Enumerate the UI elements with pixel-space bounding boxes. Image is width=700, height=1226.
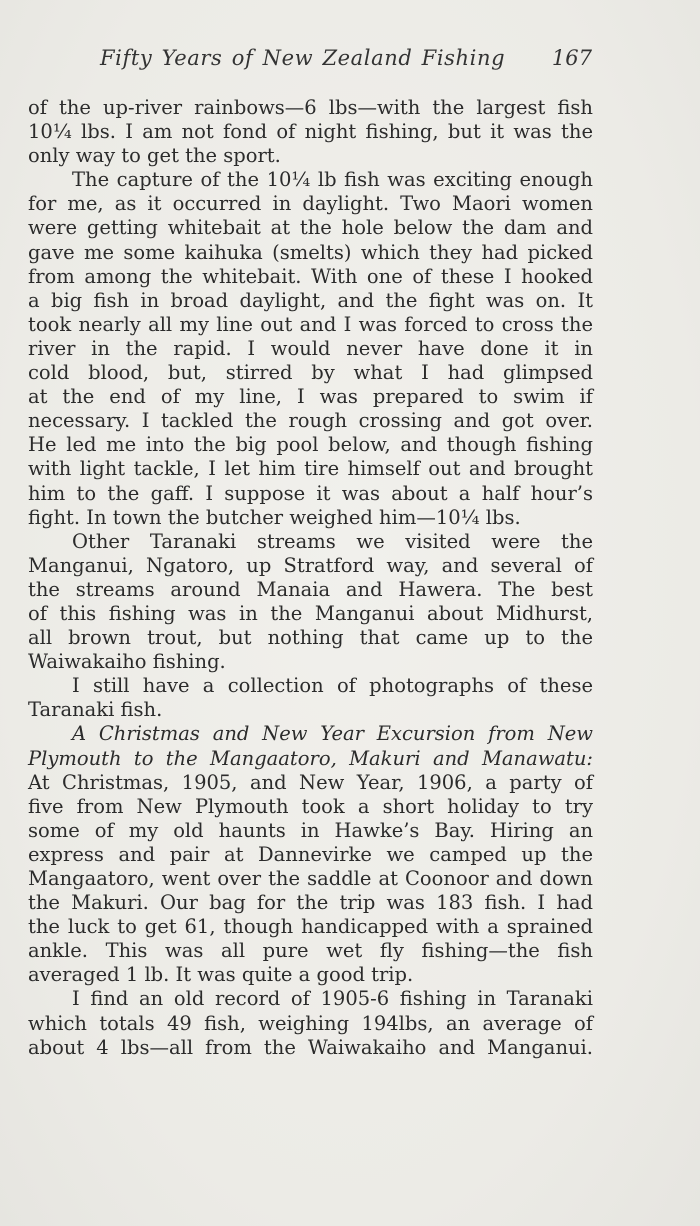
text-line: of this fishing was in the Manganui about Midhurst, (28, 601, 593, 625)
text-line: gave me some kaihuka (smelts) which they had picked (28, 240, 593, 264)
text-line: He led me into the big pool below, and though fishing (28, 433, 593, 457)
text-line: ankle. This was all pure wet fly fishing—the fish (28, 939, 593, 963)
text-line: of the up-river rainbows—6 lbs—with the largest fish (28, 96, 593, 119)
text-line: Waiwakaiho fishing. (28, 650, 226, 674)
text-line: all brown trout, but nothing that came up to the (28, 626, 593, 650)
text-line: the Makuri. Our bag for the trip was 183 fish. I had (28, 891, 593, 915)
text-line: took nearly all my line out and I was forced to cross the (28, 312, 593, 336)
text-line: which totals 49 fish, weighing 194lbs, an average of (28, 1011, 593, 1035)
text-line: At Christmas, 1905, and New Year, 1906, a party of (28, 770, 593, 794)
text-line: cold blood, but, stirred by what I had glimpsed (28, 361, 593, 385)
body-text (28, 96, 593, 1060)
text-line: I find an old record of 1905-6 fishing in Taranaki (72, 987, 593, 1011)
text-line: only way to get the sport. (28, 144, 281, 168)
text-line: with light tackle, I let him tire himself out and brought (28, 457, 593, 481)
page-number: 167 (551, 46, 592, 70)
text-line: express and pair at Dannevirke we camped up the (28, 842, 593, 866)
text-line: some of my old haunts in Hawke’s Bay. Hiring an (28, 818, 593, 842)
text-line: Mangaatoro, went over the saddle at Coonoor and down (28, 867, 593, 890)
page-header (100, 46, 592, 76)
text-line: the luck to get 61, though handicapped with a sprained (28, 915, 593, 939)
text-line: at the end of my line, I was prepared to swim if (28, 385, 593, 409)
text-line: necessary. I tackled the rough crossing and got over. (28, 409, 593, 433)
text-line: from among the whitebait. With one of these I hooked (28, 264, 593, 288)
text-line: averaged 1 lb. It was quite a good trip. (28, 963, 414, 987)
text-line: fight. In town the butcher weighed him—10¼ lbs. (28, 505, 521, 529)
text-line: I still have a collection of photographs of these (72, 674, 593, 698)
text-line: Plymouth to the Mangaatoro, Makuri and Manawatu: (28, 746, 593, 770)
text-line: were getting whitebait at the hole below the dam and (28, 216, 593, 240)
text-line: 10¼ lbs. I am not fond of night fishing, but it was the (28, 120, 593, 144)
text-line: five from New Plymouth took a short holiday to try (28, 794, 593, 818)
running-title: Fifty Years of New Zealand Fishing (100, 46, 506, 70)
text-line: The capture of the 10¼ lb fish was exciting enough (72, 168, 593, 192)
text-line: him to the gaff. I suppose it was about a half hour’s (28, 481, 593, 505)
text-line: Taranaki fish. (28, 698, 163, 722)
text-line: Other Taranaki streams we visited were the (72, 529, 593, 553)
text-line: for me, as it occurred in daylight. Two Maori women (28, 192, 593, 216)
text-line: river in the rapid. I would never have done it in (28, 336, 593, 360)
text-line: about 4 lbs—all from the Waiwakaiho and Manganui. (28, 1035, 593, 1059)
text-line: Manganui, Ngatoro, up Stratford way, and several of (28, 553, 593, 577)
text-line: the streams around Manaia and Hawera. The best (28, 577, 593, 601)
text-line: a big fish in broad daylight, and the fight was on. It (28, 288, 593, 312)
text-line: A Christmas and New Year Excursion from New (72, 722, 593, 746)
